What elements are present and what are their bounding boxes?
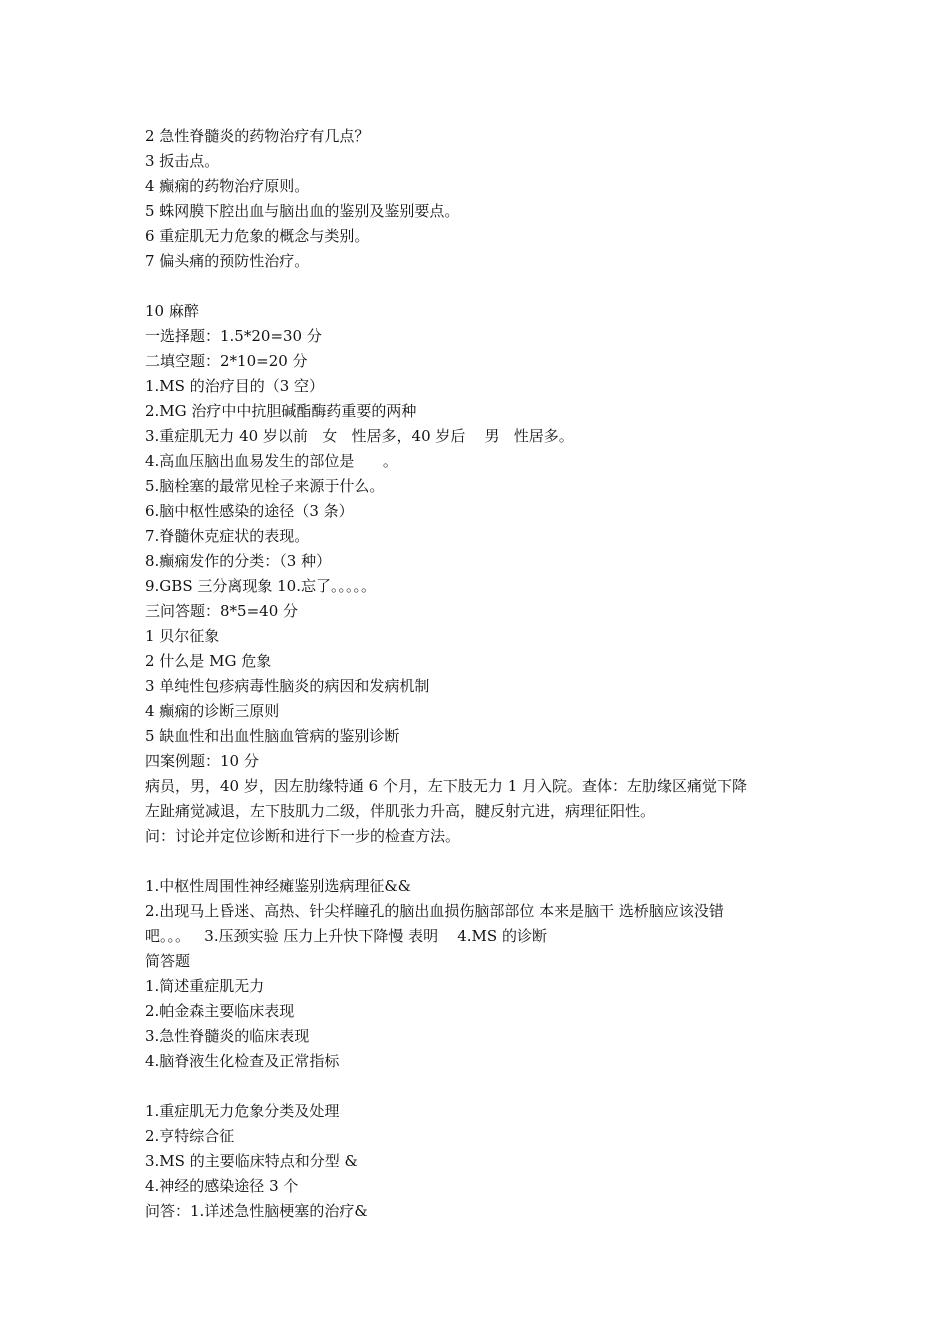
text-line: 简答题 bbox=[145, 952, 191, 970]
text-line: 3 扳击点。 bbox=[145, 152, 220, 170]
text-line: 二填空题：2*10=20 分 bbox=[145, 352, 308, 370]
paragraph-spacer bbox=[145, 849, 815, 874]
text-line: 9.GBS 三分离现象 10.忘了。。。。。 bbox=[145, 577, 376, 595]
text-line: 5 蛛网膜下腔出血与脑出血的鉴别及鉴别要点。 bbox=[145, 202, 460, 220]
text-line: 1 贝尔征象 bbox=[145, 627, 220, 645]
paragraph-spacer bbox=[145, 1074, 815, 1099]
text-line: 8.癫痫发作的分类：（3 种） bbox=[145, 552, 332, 570]
text-line: 2 什么是 MG 危象 bbox=[145, 652, 272, 670]
text-line: 3 单纯性包疹病毒性脑炎的病因和发病机制 bbox=[145, 677, 430, 695]
text-line: 问答：1.详述急性脑梗塞的治疗& bbox=[145, 1202, 368, 1220]
text-line: 7 偏头痛的预防性治疗。 bbox=[145, 252, 310, 270]
text-line: 病员，男，40 岁，因左肋缘特通 6 个月，左下肢无力 1 月入院。查体：左肋缘区痛觉下降 bbox=[145, 777, 748, 795]
exam-section-block bbox=[145, 299, 815, 849]
text-line: 4.高血压脑出血易发生的部位是 。 bbox=[145, 452, 398, 470]
document-page bbox=[145, 124, 815, 1224]
text-line: 2.亨特综合征 bbox=[145, 1127, 235, 1145]
text-line: 5 缺血性和出血性脑血管病的鉴别诊断 bbox=[145, 727, 400, 745]
question-list-block bbox=[145, 124, 815, 274]
text-line: 2.帕金森主要临床表现 bbox=[145, 1002, 295, 1020]
text-line: 三问答题：8*5=40 分 bbox=[145, 602, 299, 620]
text-line: 4.脑脊液生化检查及正常指标 bbox=[145, 1052, 340, 1070]
text-line: 2 急性脊髓炎的药物治疗有几点？ bbox=[145, 127, 370, 145]
text-line: 1.简述重症肌无力 bbox=[145, 977, 265, 995]
text-line: 四案例题：10 分 bbox=[145, 752, 259, 770]
section-heading: 10 麻醉 bbox=[145, 302, 199, 320]
text-line: 1.MS 的治疗目的（3 空） bbox=[145, 377, 325, 395]
text-line: 一选择题：1.5*20=30 分 bbox=[145, 327, 322, 345]
text-line: 3.急性脊髓炎的临床表现 bbox=[145, 1027, 310, 1045]
text-line: 2.MG 治疗中中抗胆碱酯酶药重要的两种 bbox=[145, 402, 417, 420]
text-line: 左趾痛觉减退，左下肢肌力二级，伴肌张力升高，腱反射亢进，病理征阳性。 bbox=[145, 802, 656, 820]
text-line: 5.脑栓塞的最常见栓子来源于什么。 bbox=[145, 477, 385, 495]
exam-recall-block-2 bbox=[145, 1099, 815, 1224]
text-line: 1.中枢性周围性神经瘫鉴别选病理征&& bbox=[145, 877, 412, 895]
text-line: 4.神经的感染途径 3 个 bbox=[145, 1177, 299, 1195]
text-line: 6.脑中枢性感染的途径（3 条） bbox=[145, 502, 354, 520]
text-line: 3.重症肌无力 40 岁以前 女 性居多，40 岁后 男 性居多。 bbox=[145, 427, 574, 445]
paragraph-spacer bbox=[145, 274, 815, 299]
exam-recall-block bbox=[145, 874, 815, 1074]
text-line: 6 重症肌无力危象的概念与类别。 bbox=[145, 227, 370, 245]
text-line: 吧。。。 3.压颈实验 压力上升快下降慢 表明 4.MS 的诊断 bbox=[145, 927, 547, 945]
text-line: 3.MS 的主要临床特点和分型 & bbox=[145, 1152, 358, 1170]
text-line: 4 癫痫的诊断三原则 bbox=[145, 702, 280, 720]
text-line: 7.脊髓休克症状的表现。 bbox=[145, 527, 310, 545]
text-line: 1.重症肌无力危象分类及处理 bbox=[145, 1102, 340, 1120]
text-line: 2.出现马上昏迷、高热、针尖样瞳孔的脑出血损伤脑部部位 本来是脑干 选桥脑应该没错 bbox=[145, 902, 724, 920]
text-line: 4 癫痫的药物治疗原则。 bbox=[145, 177, 310, 195]
text-line: 问：讨论并定位诊断和进行下一步的检查方法。 bbox=[145, 827, 461, 845]
